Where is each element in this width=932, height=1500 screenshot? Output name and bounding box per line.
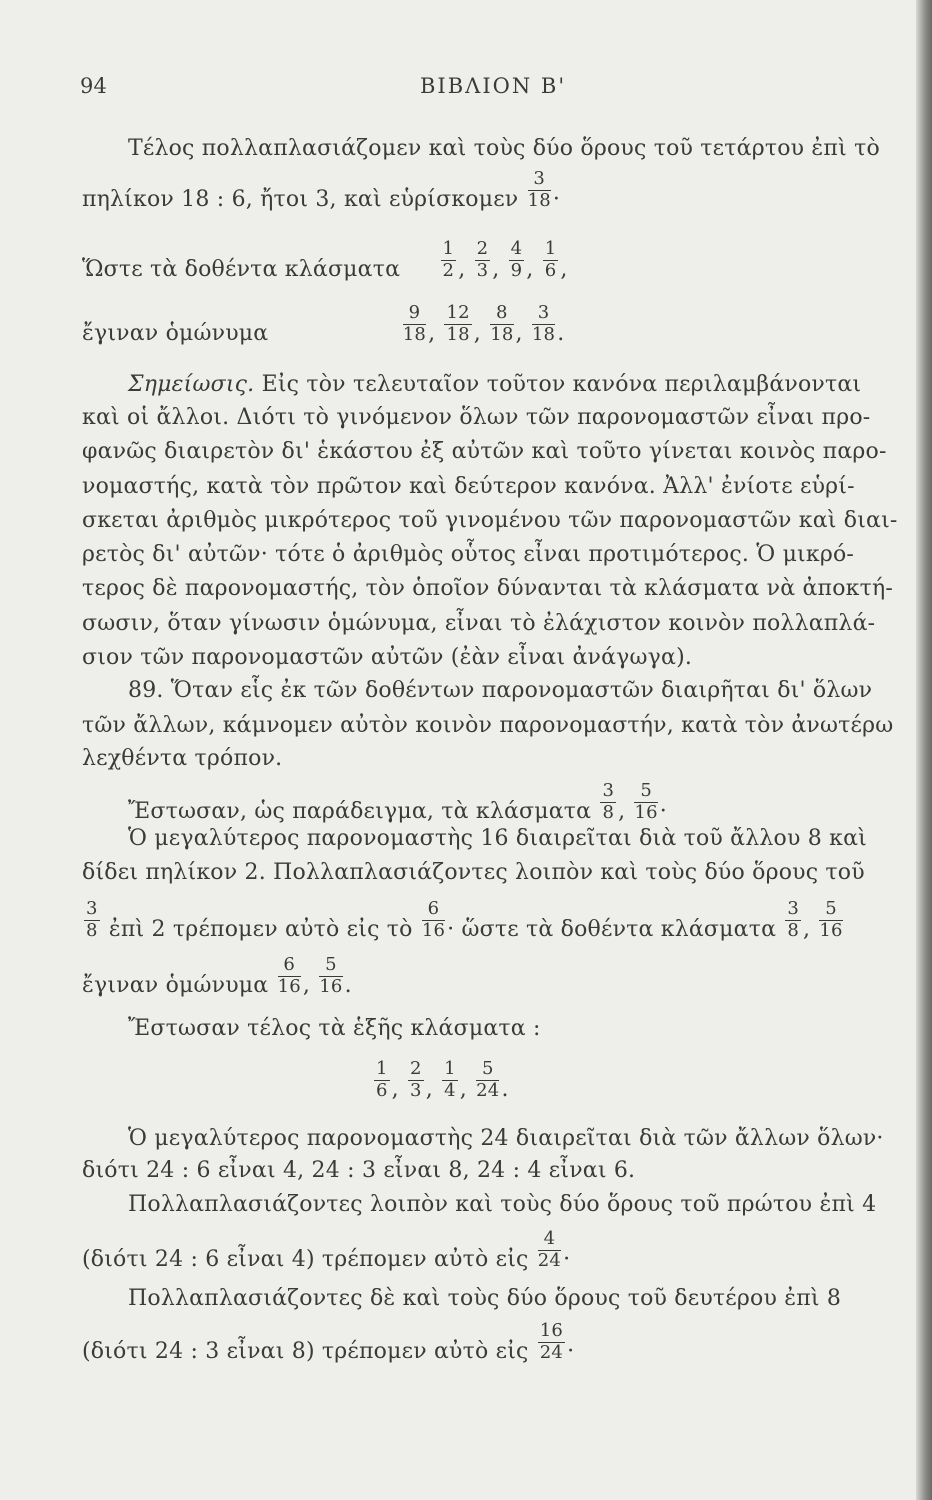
denominator: 18 <box>490 323 514 345</box>
denominator: 18 <box>446 323 470 345</box>
text-line: λεχθέντα τρόπον. <box>82 746 283 771</box>
line-text: πηλίκον 18 : 6, ἤτοι 3, καὶ εὑρίσκομεν <box>82 186 519 212</box>
fraction <box>785 900 801 941</box>
text-line: Ὁ μεγαλύτερος παρονομαστὴς 24 διαιρεῖται διὰ τῶν ἄλλων ὅλων· <box>128 1126 884 1151</box>
line-text: ἔγιναν ὁμώνυμα <box>82 972 269 998</box>
fraction <box>408 1060 424 1101</box>
text-line-with-fractions: ἔγιναν ὁμώνυμα $\frac{9}{18}$ , $\frac{12}{18}$ , $\frac{8}{18}$ , $\frac{3}{18}$ . <box>82 302 565 346</box>
denominator: 2 <box>442 259 455 281</box>
denominator: 6 <box>376 1079 388 1101</box>
text-line: ρετὸς δι' αὐτῶν· τότε ὁ ἀριθμὸς οὗτος εἶναι προτιμότερος. Ὁ μικρό- <box>82 542 855 567</box>
denominator: 3 <box>476 259 489 281</box>
fraction <box>476 1060 499 1101</box>
numerator: 3 <box>86 898 98 919</box>
text-line-with-fractions: Ὥστε τὰ δοθέντα κλάσματα $\frac{1}{2}$ , $\frac{2}{3}$ , $\frac{4}{9}$ , $\frac{1}{6}$ , <box>82 238 568 282</box>
line-text: Ὥστε τὰ δοθέντα κλάσματα <box>82 256 401 282</box>
page-edge-shadow <box>916 0 932 1500</box>
numerator: 1 <box>544 238 557 259</box>
numerator: 4 <box>510 238 523 259</box>
denominator: 24 <box>476 1079 500 1101</box>
denominator: 18 <box>527 189 551 211</box>
denominator: 6 <box>544 259 557 281</box>
note-line <box>128 372 861 397</box>
fraction <box>403 304 426 345</box>
text-line: σιον τῶν παρονομαστῶν αὐτῶν (ἐὰν εἶναι ἀνάγωγα). <box>82 645 693 670</box>
fraction <box>319 956 342 997</box>
line-text: ἐπὶ 2 τρέπομεν αὐτὸ εἰς τὸ <box>108 916 413 942</box>
fraction <box>528 170 551 211</box>
numerator: 6 <box>422 900 445 921</box>
denominator: 16 <box>634 801 658 823</box>
note-label: Σημείωσις. <box>128 372 255 397</box>
denominator: 16 <box>421 919 446 941</box>
fraction <box>509 240 525 281</box>
numerator: 1 <box>442 238 455 259</box>
denominator: 8 <box>86 919 98 941</box>
denominator: 3 <box>410 1079 422 1101</box>
text-line: Ὁ μεγαλύτερος παρονομαστὴς 16 διαιρεῖται διὰ τοῦ ἄλλου 8 καὶ <box>128 826 867 851</box>
denominator: 18 <box>531 323 556 345</box>
fraction <box>532 304 555 345</box>
fraction <box>422 900 445 941</box>
text-line-with-fraction: πηλίκον 18 : 6, ἤτοι 3, καὶ εὑρίσκομεν $\frac{3}{18}$ · <box>82 168 561 212</box>
text-line: Πολλαπλασιάζοντες δὲ καὶ τοὺς δύο ὅρους τοῦ δευτέρου ἐπὶ 8 <box>128 1286 842 1311</box>
fraction <box>441 240 457 281</box>
numerator: 3 <box>528 170 551 191</box>
text-line: διότι 24 : 6 εἶναι 4, 24 : 3 εἶναι 8, 24 : 4 εἶναι 6. <box>82 1158 636 1183</box>
fraction <box>442 1060 458 1101</box>
numerator: 4 <box>538 1230 561 1251</box>
numerator: 5 <box>476 1060 499 1081</box>
text-line-with-fractions: ἔγιναν ὁμώνυμα $\frac{6}{16}$ , $\frac{5}{16}$ . <box>82 954 352 998</box>
numerator: 2 <box>476 238 489 259</box>
fraction <box>490 304 513 345</box>
fraction <box>84 900 100 941</box>
fraction <box>538 1322 565 1363</box>
text-line: νομαστής, κατὰ τὸν πρῶτον καὶ δεύτερον κανόνα. Ἀλλ' ἐνίοτε εὑρί- <box>82 474 855 499</box>
denominator: 18 <box>402 323 427 345</box>
numerator: 1 <box>376 1058 388 1079</box>
denominator: 8 <box>787 919 799 941</box>
fraction <box>538 1230 561 1271</box>
line-text: Εἰς τὸν τελευταῖον τοῦτον κανόνα περιλαμβάνονται <box>254 372 862 397</box>
fraction <box>475 240 491 281</box>
text-line-with-fractions: Ἔστωσαν, ὡς παράδειγμα, τὰ κλάσματα $\frac{3}{8}$ , $\frac{5}{16}$ · <box>128 780 667 824</box>
line-text: ἔγιναν ὁμώνυμα <box>82 320 269 346</box>
denominator: 9 <box>510 259 523 281</box>
numerator: 9 <box>403 304 426 325</box>
numerator: 16 <box>539 1320 564 1341</box>
fraction <box>278 956 301 997</box>
line-text: Ἔστωσαν, ὡς παράδειγμα, τὰ κλάσματα <box>128 798 592 824</box>
text-line: σκεται ἀριθμὸς μικρότερος τοῦ γινομένου τῶν παρονομαστῶν καὶ διαι- <box>82 508 898 533</box>
fractions-line: $\frac{1}{6}$ , $\frac{2}{3}$ , $\frac{1}{4}$ , $\frac{5}{24}$ . <box>376 1058 509 1102</box>
text-line: Ἔστωσαν τέλος τὰ ἑξῆς κλάσματα : <box>128 1016 541 1041</box>
numerator: 3 <box>602 780 615 801</box>
text-line-with-fraction: (διότι 24 : 3 εἶναι 8) τρέπομεν αὐτὸ εἰς $\frac{16}{24}$ · <box>82 1320 575 1364</box>
denominator: 4 <box>444 1079 456 1101</box>
text-line-with-fraction: (διότι 24 : 6 εἶναι 4) τρέπομεν αὐτὸ εἰς $\frac{4}{24}$ · <box>82 1228 571 1272</box>
text-line: τερος δὲ παρονομαστής, τὸν ὁποῖον δύνανται τὰ κλάσματα νὰ ἀποκτή- <box>82 576 893 601</box>
denominator: 16 <box>819 919 843 941</box>
numerator: 6 <box>278 956 301 977</box>
denominator: 8 <box>602 801 615 823</box>
fraction <box>374 1060 390 1101</box>
page-number: 94 <box>80 74 108 98</box>
line-text: (διότι 24 : 3 εἶναι 8) τρέπομεν αὐτὸ εἰς <box>82 1338 529 1364</box>
running-title: ΒΙΒΛΙΟΝ Β' <box>420 74 567 98</box>
text-line: δίδει πηλίκον 2. Πολλαπλασιάζοντες λοιπὸν καὶ τοὺς δύο ὅρους τοῦ <box>82 860 865 885</box>
numerator: 3 <box>532 304 555 325</box>
text-line-with-fractions: $\frac{3}{8}$ ἐπὶ 2 τρέπομεν αὐτὸ εἰς τὸ $\frac{6}{16}$ · ὥστε τὰ δοθέντα κλάσματα $\frac{3}{8}$ , $\frac{5}{16}$ <box>86 898 843 942</box>
denominator: 16 <box>319 975 343 997</box>
text-line: Τέλος πολλαπλασιάζομεν καὶ τοὺς δύο ὅρους τοῦ τετάρτου ἐπὶ τὸ <box>128 136 880 161</box>
text-line: φανῶς διαιρετὸν δι' ἑκάστου ἐξ αὐτῶν καὶ τοῦτο γίνεται κοινὸς παρο- <box>82 439 887 464</box>
denominator: 24 <box>539 1341 564 1363</box>
numerator: 5 <box>634 782 657 803</box>
line-text: (διότι 24 : 6 εἶναι 4) τρέπομεν αὐτὸ εἰς <box>82 1246 529 1272</box>
fraction <box>600 782 616 823</box>
text-line: σωσιν, ὅταν γίνωσιν ὁμώνυμα, εἶναι τὸ ἐλάχιστον κοινὸν πολλαπλά- <box>82 611 876 636</box>
line-text: ὥστε τὰ δοθέντα κλάσματα <box>461 916 777 942</box>
numerator: 2 <box>410 1058 422 1079</box>
fraction <box>634 782 657 823</box>
denominator: 16 <box>277 975 301 997</box>
fraction <box>819 900 842 941</box>
fraction <box>543 240 559 281</box>
numerator: 8 <box>490 304 513 325</box>
section-line: 89. Ὅταν εἷς ἐκ τῶν δοθέντων παρονομαστῶν διαιρῆται δι' ὅλων <box>128 678 873 703</box>
numerator: 5 <box>819 900 842 921</box>
numerator: 12 <box>446 302 470 323</box>
text-line: τῶν ἄλλων, κάμνομεν αὐτὸν κοινὸν παρονομαστήν, κατὰ τὸν ἀνωτέρω <box>82 713 894 738</box>
numerator: 5 <box>319 956 342 977</box>
fraction <box>444 304 471 345</box>
text-line: Πολλαπλασιάζοντες λοιπὸν καὶ τοὺς δύο ὅρους τοῦ πρώτου ἐπὶ 4 <box>128 1192 877 1217</box>
denominator: 24 <box>537 1249 562 1271</box>
numerator: 3 <box>787 898 799 919</box>
numerator: 1 <box>444 1058 456 1079</box>
text-line: καὶ οἱ ἄλλοι. Διότι τὸ γινόμενον ὅλων τῶν παρονομαστῶν εἶναι προ- <box>82 405 871 430</box>
